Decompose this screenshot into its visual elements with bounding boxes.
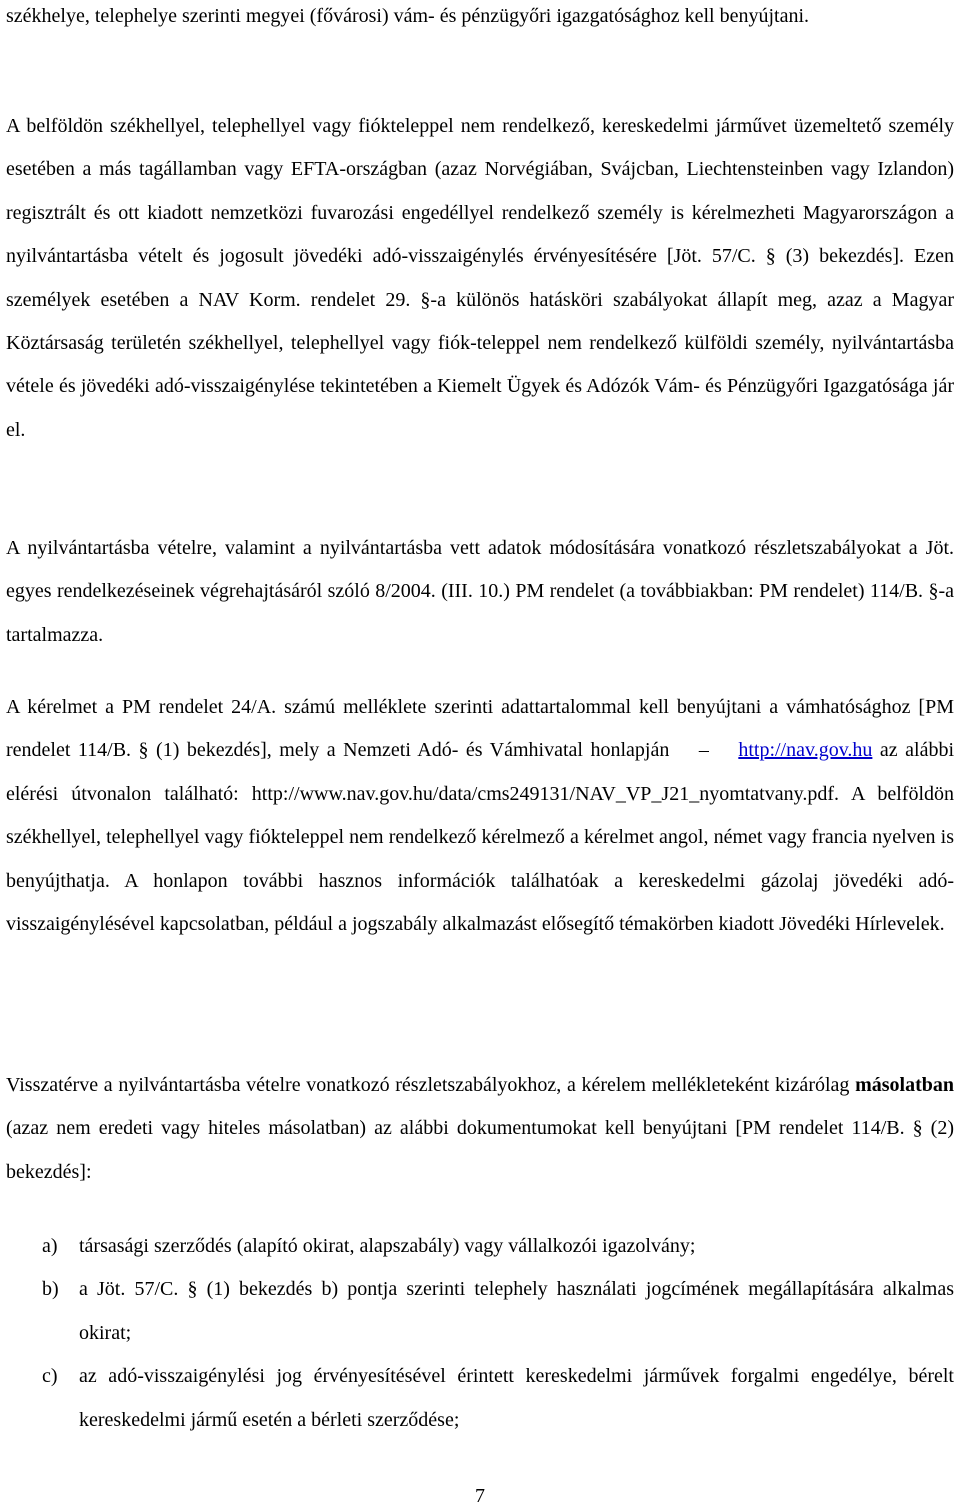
paragraph-continuation: székhelye, telephelye szerinti megyei (fővárosi) vám- és pénzügyőri igazgatósághoz kell benyújtani.: [6, 5, 810, 27]
list-marker: c): [42, 1365, 58, 1388]
application-text-start: A kérelmet a PM rendelet 24/A. számú melléklete szerinti adattartalommal kell benyújtani a vámhatósághoz [PM rendelet 114/B. § (1) bekezdés], mely a Nemzeti Adó- és Vámhivatal honlapján: [6, 696, 954, 762]
documents-text-start: Visszatérve a nyilvántartásba vételre vonatkozó részletszabályokhoz, a kérelem mellékleteként kizárólag: [6, 1074, 850, 1096]
list-marker: a): [42, 1235, 58, 1257]
document-list: [6, 1225, 954, 1442]
list-item: [6, 1355, 954, 1442]
list-marker: b): [42, 1278, 59, 1301]
dash-separator: –: [698, 739, 709, 762]
page-number: 7: [475, 1485, 485, 1507]
list-item-text: az adó-visszaigénylési jog érvényesítésével érintett kereskedelmi járművek forgalmi engedélye, bérelt kereskedelmi jármű esetén a bérleti szerződése;: [79, 1365, 954, 1431]
list-item: [6, 1268, 954, 1355]
list-item-text: társasági szerződés (alapító okirat, alapszabály) vagy vállalkozói igazolvány;: [79, 1235, 696, 1257]
nav-website-link[interactable]: http://nav.gov.hu: [738, 739, 873, 762]
paragraph-foreign-registration: A belföldön székhellyel, telephellyel vagy fiókteleppel nem rendelkező, kereskedelmi járművet üzemeltető személy esetében a más tagállamban vagy EFTA-országban (azaz Norvégiában, Svájcban, Liechtensteinben vagy Izlandon) regisztrált és ott kiadott nemzetközi fuvarozási engedéllyel rendelkező személy is kérelmezheti Magyarországon a nyilvántartásba vételt és jogosult jövedéki adó-visszaigénylés érvényesítésére [Jöt. 57/C. § (3) bekezdés]. Ezen személyek esetében a NAV Korm. rendelet 29. §-a különös hatásköri szabályokat állapít meg, azaz a Magyar Köztársaság területén székhellyel, telephellyel vagy fiók-teleppel nem rendelkező külföldi személy, nyilvántartásba vétele és jövedéki adó-visszaigénylése tekintetében a Kiemelt Ügyek és Adózók Vám- és Pénzügyőri Igazgatósága jár el.: [6, 115, 954, 441]
documents-text-end: (azaz nem eredeti vagy hiteles másolatban) az alábbi dokumentumokat kell benyújtani [PM rendelet 114/B. § (2) bekezdés]:: [6, 1117, 954, 1183]
list-item-text: a Jöt. 57/C. § (1) bekezdés b) pontja szerinti telephely használati jogcímének megállapítására alkalmas okirat;: [79, 1278, 954, 1344]
application-text-end: az alábbi elérési útvonalon található: http://www.nav.gov.hu/data/cms249131/NAV_VP_J21_nyomtatvany.pdf. A belföldön székhellyel, telephellyel vagy fiókteleppel nem rendelkező kérelmező a kérelmet angol, német vagy francia nyelven is benyújthatja. A honlapon további hasznos információk találhatóak a kereskedelmi gázolaj jövedéki adó-visszaigénylésével kapcsolatban, például a jogszabály alkalmazást elősegítő témakörben kiadott Jövedéki Hírlevelek.: [6, 739, 955, 936]
paragraph-application-form: [6, 686, 954, 946]
paragraph-detailed-rules: A nyilvántartásba vételre, valamint a nyilvántartásba vett adatok módosítására vonatkozó részletszabályokat a Jöt. egyes rendelkezéseinek végrehajtásáról szóló 8/2004. (III. 10.) PM rendelet (a továbbiakban: PM rendelet) 114/B. §-a tartalmazza.: [6, 537, 954, 646]
list-item: [6, 1225, 954, 1268]
paragraph-required-documents: [6, 1064, 954, 1194]
copy-only-emphasis: másolatban: [855, 1074, 955, 1096]
